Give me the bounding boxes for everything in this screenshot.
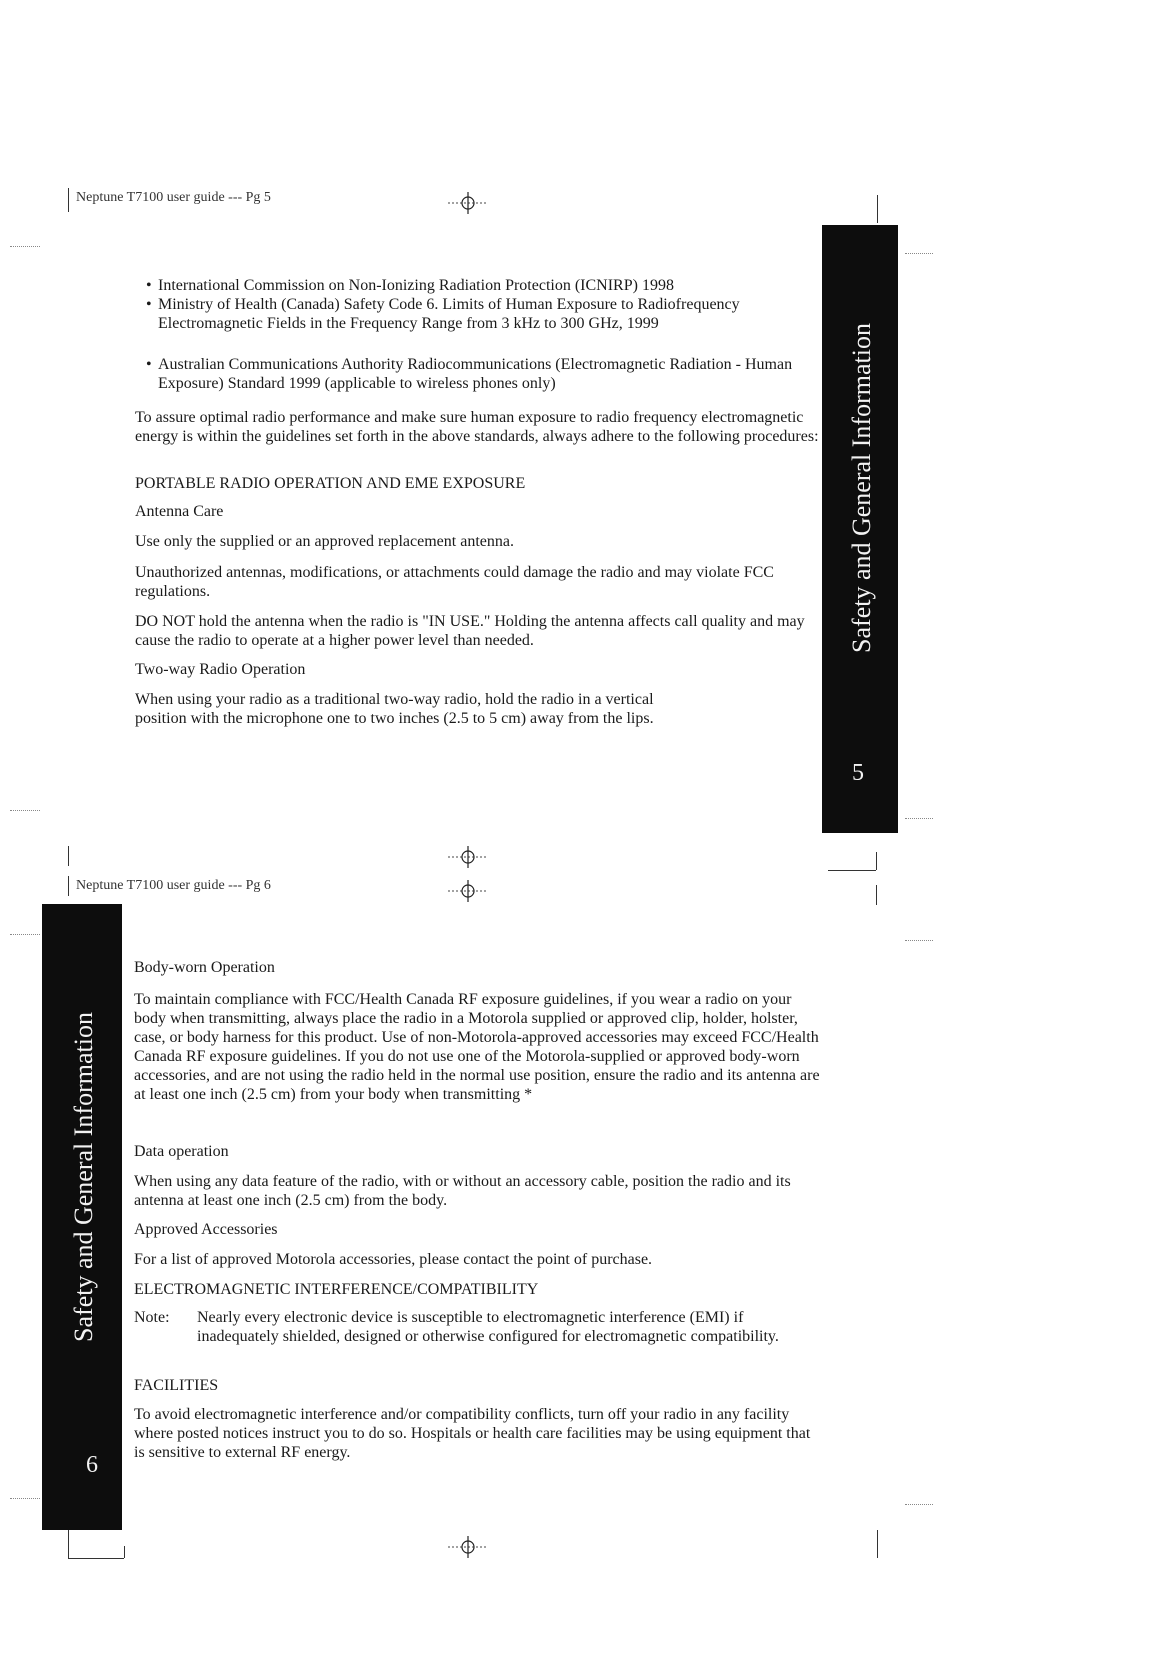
- registration-mark-icon: [448, 192, 488, 214]
- trim-mark: [905, 818, 933, 820]
- bullet-item: • Australian Communications Authority Radiocommunications (Electromagnetic Radiation - Human Exposure) Standard 1999 (applicable to wireless phones only): [146, 355, 838, 393]
- registration-mark-icon: [448, 1536, 488, 1558]
- paragraph: When using your radio as a traditional two-way radio, hold the radio in a vertical position with the microphone one to two inches (2.5 to 5 cm) away from the lips.: [135, 691, 654, 727]
- note-text: Nearly every electronic device is susceptible to electromagnetic interference (EMI) if inadequately shielded, designed or otherwise configured for electromagnetic compatibility.: [197, 1309, 779, 1345]
- note-label: Note:: [134, 1309, 170, 1326]
- side-tab: [822, 225, 898, 833]
- paragraph: To maintain compliance with FCC/Health Canada RF exposure guidelines, if you wear a radio on your body when transmitting, always place the radio in a Motorola supplied or approved clip, holder, holster, case, or body harness for this product. Use of non-Motorola-approved accessories may exceed FCC/Health Canada RF exposure guidelines. If you do not use one of the Motorola-supplied or approved body-worn accessories, and are not using the radio held in the normal use position, ensure the radio and its antenna are at least one inch (2.5 cm) from your body when transmitting *: [134, 991, 820, 1103]
- subsection-title: Body-worn Operation: [134, 959, 275, 976]
- bullet-item: • International Commission on Non-Ionizing Radiation Protection (ICNIRP) 1998: [146, 276, 838, 295]
- crop-mark: [877, 1530, 878, 1558]
- registration-mark-icon: [448, 880, 488, 902]
- page-header: Neptune T7100 user guide --- Pg 5: [76, 190, 271, 205]
- trim-mark: [905, 253, 933, 255]
- subsection-title: FACILITIES: [134, 1377, 219, 1394]
- crop-mark: [877, 195, 878, 223]
- paragraph: DO NOT hold the antenna when the radio is "IN USE." Holding the antenna affects call quality and may cause the radio to operate at a higher power level than needed.: [135, 613, 805, 649]
- paragraph: To avoid electromagnetic interference and/or compatibility conflicts, turn off your radio in any facility where posted notices instruct you to do so. Hospitals or health care facilities may be using equipment that is sensitive to external RF energy.: [134, 1406, 811, 1461]
- crop-mark: [876, 852, 877, 870]
- registration-mark-icon: [448, 846, 488, 868]
- subsection-title: Data operation: [134, 1143, 229, 1160]
- crop-mark: [68, 876, 69, 896]
- trim-mark: [10, 246, 40, 248]
- paragraph: For a list of approved Motorola accessories, please contact the point of purchase.: [134, 1251, 653, 1268]
- paragraph: Use only the supplied or an approved replacement antenna.: [135, 533, 514, 550]
- subsection-title: Antenna Care: [135, 503, 224, 520]
- trim-mark: [10, 934, 40, 936]
- crop-mark: [68, 846, 69, 866]
- intro-paragraph: To assure optimal radio performance and make sure human exposure to radio frequency electromagnetic energy is within the guidelines set forth in the above standards, always adhere to the following procedures:: [135, 409, 819, 445]
- side-tab: [42, 904, 122, 1530]
- paragraph: When using any data feature of the radio, with or without an accessory cable, position the radio and its antenna at least one inch (2.5 cm) from the body.: [134, 1173, 791, 1209]
- side-tab-label: Safety and General Information: [847, 323, 876, 653]
- page-number: 5: [852, 760, 864, 786]
- crop-mark: [876, 885, 877, 905]
- subsection-title: Two-way Radio Operation: [135, 661, 306, 678]
- page-header: Neptune T7100 user guide --- Pg 6: [76, 878, 271, 893]
- trim-mark: [10, 810, 40, 812]
- trim-mark: [10, 1498, 40, 1500]
- bullet-item: • Ministry of Health (Canada) Safety Code 6. Limits of Human Exposure to Radiofrequency Electromagnetic Fields in the Frequency Range from 3 kHz to 300 GHz, 1999: [146, 295, 838, 333]
- section-heading: PORTABLE RADIO OPERATION AND EME EXPOSURE: [135, 475, 526, 492]
- crop-mark: [828, 870, 876, 871]
- subsection-title: Approved Accessories: [134, 1221, 278, 1238]
- crop-mark: [68, 188, 69, 212]
- trim-mark: [905, 940, 933, 942]
- page-number: 6: [86, 1452, 98, 1478]
- crop-mark: [68, 1530, 69, 1558]
- side-tab-label: Safety and General Information: [69, 1012, 98, 1342]
- crop-mark: [68, 1558, 124, 1559]
- trim-mark: [905, 1504, 933, 1506]
- paragraph: Unauthorized antennas, modifications, or attachments could damage the radio and may violate FCC regulations.: [135, 564, 774, 600]
- section-heading: ELECTROMAGNETIC INTERFERENCE/COMPATIBILITY: [134, 1281, 539, 1298]
- crop-mark: [124, 1546, 125, 1558]
